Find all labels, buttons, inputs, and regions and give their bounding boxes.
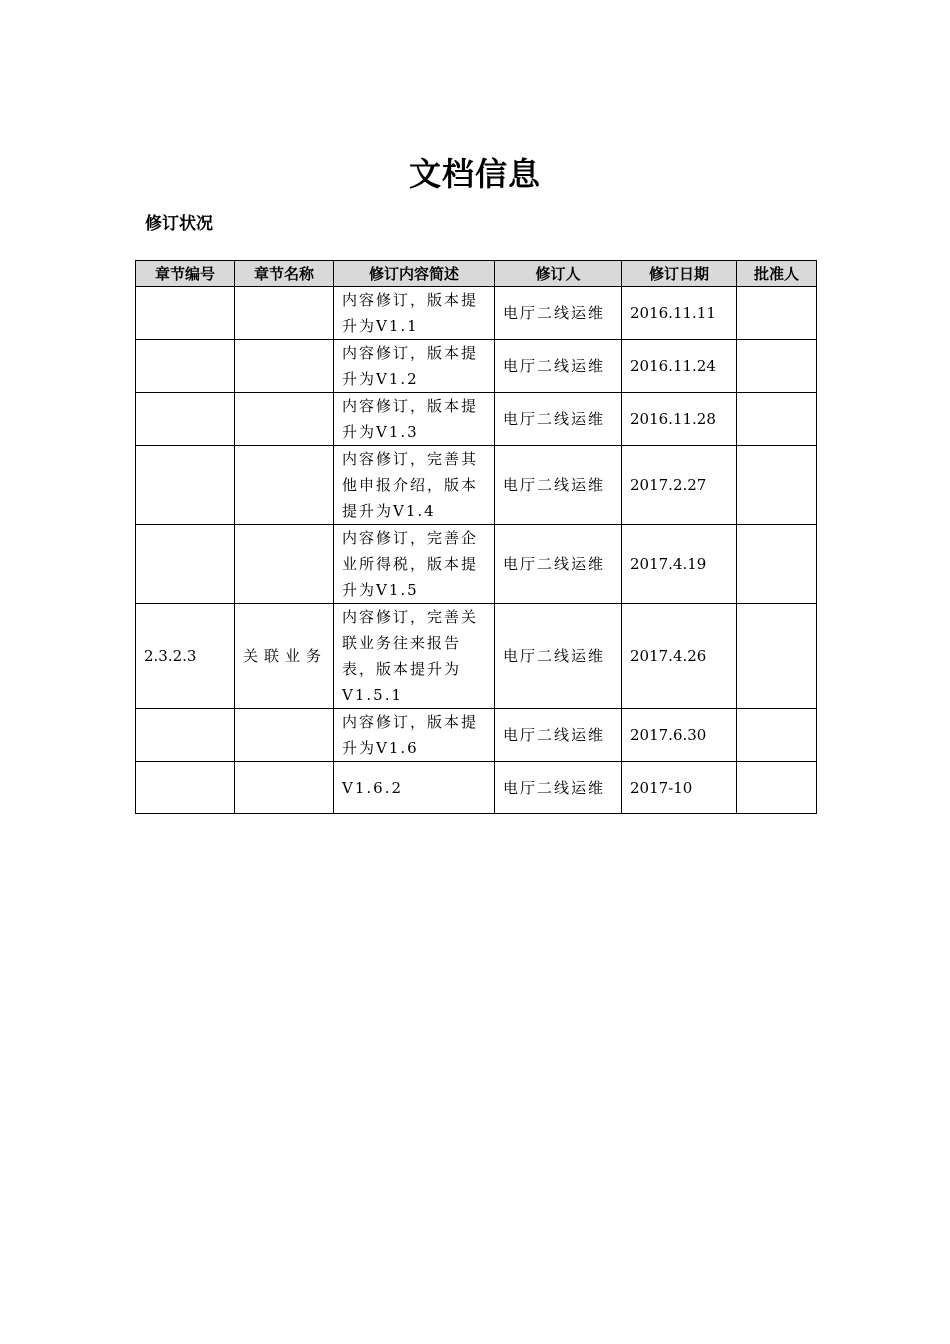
cell-approver — [737, 287, 817, 340]
table-row — [136, 446, 817, 525]
cell-description: 内容修订，完善其他申报介绍，版本提升为V1.4 — [334, 446, 495, 525]
cell-reviser: 电厅二线运维 — [495, 287, 622, 340]
cell-reviser: 电厅二线运维 — [495, 762, 622, 814]
cell-reviser: 电厅二线运维 — [495, 525, 622, 604]
cell-reviser: 电厅二线运维 — [495, 709, 622, 762]
cell-chapter-name — [235, 340, 334, 393]
header-chapter-no: 章节编号 — [136, 261, 235, 287]
cell-description: 内容修订，版本提升为V1.1 — [334, 287, 495, 340]
cell-chapter-name — [235, 762, 334, 814]
header-reviser: 修订人 — [495, 261, 622, 287]
revision-table — [135, 260, 817, 814]
cell-chapter-no — [136, 762, 235, 814]
section-title-revision-status: 修订状况 — [145, 214, 213, 234]
cell-chapter-name — [235, 287, 334, 340]
header-approver: 批准人 — [737, 261, 817, 287]
cell-date: 2017.4.19 — [622, 525, 737, 604]
cell-description: 内容修订，完善关联业务往来报告表，版本提升为V1.5.1 — [334, 604, 495, 709]
table-row — [136, 762, 817, 814]
cell-chapter-name — [235, 709, 334, 762]
cell-reviser: 电厅二线运维 — [495, 604, 622, 709]
cell-description: 内容修订，版本提升为V1.6 — [334, 709, 495, 762]
cell-chapter-name: 关联业务 — [235, 604, 334, 709]
cell-chapter-no: 2.3.2.3 — [136, 604, 235, 709]
cell-chapter-no — [136, 287, 235, 340]
cell-chapter-no — [136, 446, 235, 525]
table-row — [136, 340, 817, 393]
cell-date: 2017-10 — [622, 762, 737, 814]
cell-chapter-name — [235, 525, 334, 604]
table-row — [136, 393, 817, 446]
cell-chapter-no — [136, 340, 235, 393]
table-row — [136, 287, 817, 340]
cell-description: V1.6.2 — [334, 762, 495, 814]
cell-chapter-name — [235, 446, 334, 525]
cell-description: 内容修订，完善企业所得税，版本提升为V1.5 — [334, 525, 495, 604]
cell-description: 内容修订，版本提升为V1.3 — [334, 393, 495, 446]
cell-approver — [737, 446, 817, 525]
cell-chapter-no — [136, 525, 235, 604]
cell-date: 2017.2.27 — [622, 446, 737, 525]
cell-chapter-no — [136, 709, 235, 762]
cell-date: 2016.11.24 — [622, 340, 737, 393]
header-description: 修订内容简述 — [334, 261, 495, 287]
document-title: 文档信息 — [408, 155, 541, 193]
cell-reviser: 电厅二线运维 — [495, 340, 622, 393]
table-row — [136, 709, 817, 762]
cell-description: 内容修订，版本提升为V1.2 — [334, 340, 495, 393]
header-chapter-name: 章节名称 — [235, 261, 334, 287]
cell-approver — [737, 762, 817, 814]
cell-reviser: 电厅二线运维 — [495, 446, 622, 525]
cell-approver — [737, 340, 817, 393]
cell-date: 2016.11.28 — [622, 393, 737, 446]
cell-approver — [737, 604, 817, 709]
table-row — [136, 525, 817, 604]
cell-date: 2017.4.26 — [622, 604, 737, 709]
cell-date: 2016.11.11 — [622, 287, 737, 340]
cell-reviser: 电厅二线运维 — [495, 393, 622, 446]
cell-approver — [737, 393, 817, 446]
cell-chapter-name — [235, 393, 334, 446]
cell-approver — [737, 709, 817, 762]
header-date: 修订日期 — [622, 261, 737, 287]
cell-approver — [737, 525, 817, 604]
table-row — [136, 604, 817, 709]
table-header-row — [136, 261, 817, 287]
cell-date: 2017.6.30 — [622, 709, 737, 762]
cell-chapter-no — [136, 393, 235, 446]
